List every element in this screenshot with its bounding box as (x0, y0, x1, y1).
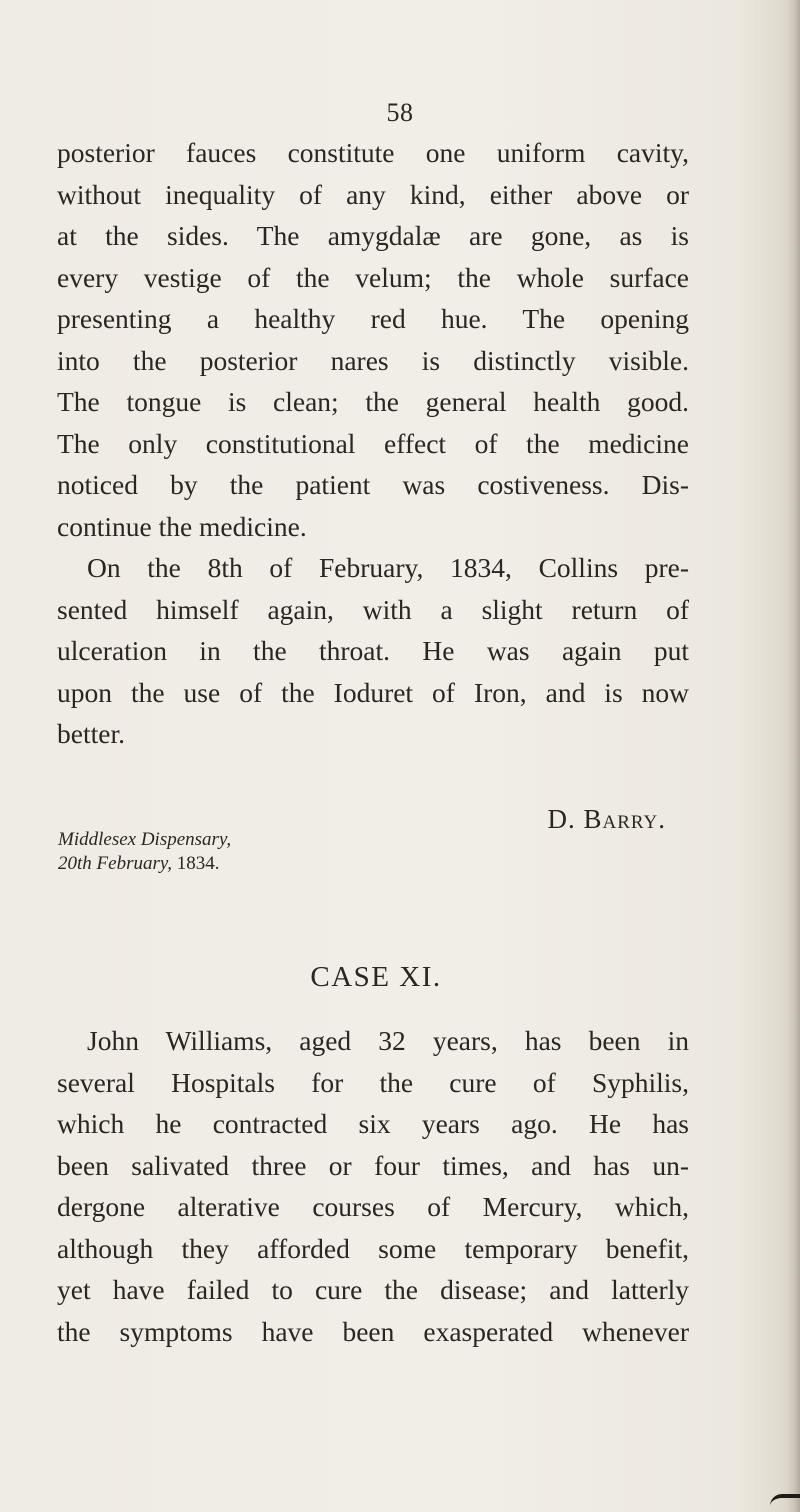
text-line: sented himself again, with a slight return of (57, 593, 689, 625)
body-text-lower (57, 1020, 689, 1352)
text-line: been salivated three or four times, and has un- (57, 1149, 689, 1181)
text-line: The tongue is clean; the general health good. (57, 386, 689, 417)
text-line: better. (57, 718, 125, 749)
signature-text: D. Barry. (547, 804, 666, 834)
text-line: although they afforded some temporary benefit, (57, 1232, 689, 1264)
text-line: continue the medicine. (57, 510, 307, 542)
text-line: posterior fauces constitute one uniform cavity, (57, 137, 689, 168)
body-text-upper (57, 132, 689, 755)
text-line: John Williams, aged 32 years, has been in (87, 1025, 689, 1056)
text-line: yet have failed to cure the disease; and latterly (57, 1274, 689, 1305)
text-line: dergone alterative courses of Mercury, which, (57, 1191, 689, 1222)
text-line: which he contracted six years ago. He has (57, 1108, 689, 1139)
text-line: The only constitutional effect of the medicine (57, 427, 689, 459)
case-heading: CASE XI. (310, 961, 442, 993)
dateline-date (58, 852, 220, 876)
text-line: presenting a healthy red hue. The opening (57, 303, 689, 334)
text-line: every vestige of the velum; the whole surface (57, 261, 689, 293)
page-corner-mark (770, 1494, 800, 1512)
page-number: 58 (386, 98, 414, 127)
text-line: several Hospitals for the cure of Syphilis, (57, 1066, 689, 1098)
text-line: into the posterior nares is distinctly visible. (57, 344, 689, 376)
dateline-day: 20th February, (58, 853, 172, 874)
text-line: at the sides. The amygdalæ are gone, as is (57, 220, 689, 251)
text-line: ulceration in the throat. He was again put (57, 635, 689, 666)
text-line: the symptoms have been exasperated whenever (57, 1315, 689, 1347)
page-edge-shadow (786, 0, 800, 1512)
text-line: upon the use of the Ioduret of Iron, and is now (57, 676, 689, 708)
text-line: without inequality of any kind, either above or (57, 178, 689, 210)
dateline-place: Middlesex Dispensary, (58, 829, 232, 850)
text-line: noticed by the patient was costiveness. Dis- (57, 469, 689, 500)
dateline-year: 1834. (176, 853, 220, 874)
text-line: On the 8th of February, 1834, Collins pre- (87, 552, 689, 583)
